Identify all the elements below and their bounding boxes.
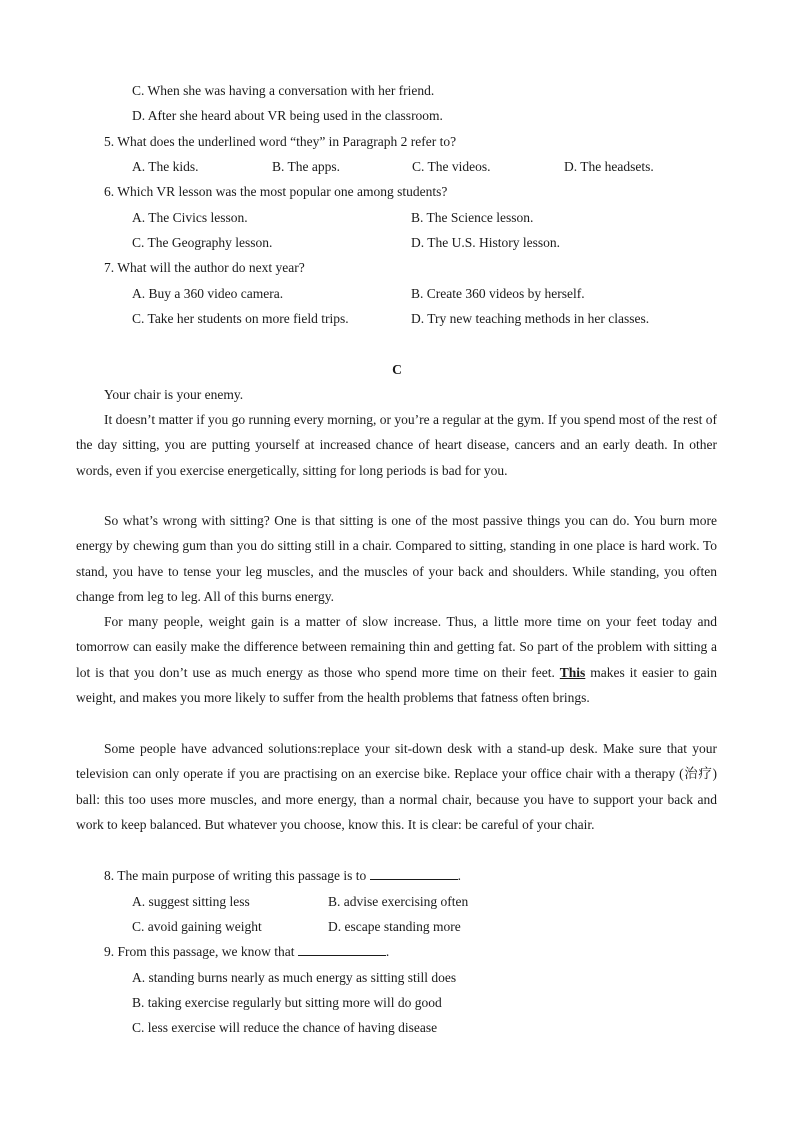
q9-option-c: C. less exercise will reduce the chance of having disease — [132, 1020, 438, 1035]
q8-option-a: A. suggest sitting less — [132, 894, 250, 909]
q8-option-b: B. advise exercising often — [328, 894, 469, 909]
passage-paragraph-2: So what’s wrong with sitting? One is that sitting is one of the most passive things you can do. You burn more energy by chewing gum than you do sitting still in a chair. Compared to sitting, standing in one place is hard work. To stand, you have to tense your leg muscles, and the muscles of your back and shoulders. While standing, you often change from leg to leg. All of this burns energy. — [76, 513, 717, 604]
paragraph-3-text-start: For many people, weight gain is a matter of slow increase. Thus, a little more time on your feet today and tomorrow can easily make the difference between remaining thin and getting fat. So part of the problem with sitting a lot is that you don’t use as much energy as those who spend more time on their feet. — [76, 614, 717, 680]
question-7-stem: 7. What will the author do next year? — [104, 260, 305, 275]
q5-option-b: B. The apps. — [272, 159, 340, 174]
q9-stem-end: . — [385, 944, 390, 959]
q6-option-d: D. The U.S. History lesson. — [411, 235, 561, 250]
question-5-stem: 5. What does the underlined word “they” in Paragraph 2 refer to? — [104, 134, 457, 149]
passage-paragraph-4: Some people have advanced solutions:replace your sit-down desk with a stand-up desk. Make sure that your television can only operate if you are practising on an exercise bike. Replace your office chair with a therapy (治疗) ball: this too uses more muscles, and more energy, than a normal chair, because you have to support your back and work to keep balanced. But whatever you choose, know this. It is clear: be careful of your chair. — [76, 741, 717, 832]
question-8-stem — [104, 867, 461, 885]
q9-stem-text: 9. From this passage, we know that — [104, 944, 295, 959]
underlined-word-this: This — [559, 664, 586, 680]
passage-paragraph-1: It doesn’t matter if you go running every morning, or you’re a regular at the gym. If you spend most of the rest of the day sitting, you are putting yourself at increased chance of heart disease, cancers and an early death. In other words, even if you exercise energetically, sitting for long periods is bad for you. — [76, 412, 717, 478]
passage-intro: Your chair is your enemy. — [104, 387, 244, 402]
paragraph-3-text-end: makes it easier to gain weight, and makes you more likely to suffer from the health problems that fatness often brings. — [76, 664, 717, 705]
q6-option-a: A. The Civics lesson. — [132, 210, 248, 225]
q9-option-a: A. standing burns nearly as much energy as sitting still does — [132, 970, 457, 985]
q7-option-c: C. Take her students on more field trips. — [132, 311, 349, 326]
q8-option-c: C. avoid gaining weight — [132, 919, 262, 934]
q7-option-a: A. Buy a 360 video camera. — [132, 286, 284, 301]
q5-option-c: C. The videos. — [412, 159, 491, 174]
q7-option-b: B. Create 360 videos by herself. — [411, 286, 585, 301]
option-d-prev: D. After she heard about VR being used in the classroom. — [132, 108, 443, 123]
q9-option-b: B. taking exercise regularly but sitting more will do good — [132, 995, 442, 1010]
q7-option-d: D. Try new teaching methods in her classes. — [411, 311, 650, 326]
q8-stem-end: . — [457, 868, 461, 883]
q8-answer-blank — [370, 867, 458, 880]
q8-option-d: D. escape standing more — [328, 919, 461, 934]
passage-paragraph-3 — [76, 609, 717, 710]
q6-option-c: C. The Geography lesson. — [132, 235, 273, 250]
q5-option-d: D. The headsets. — [564, 159, 654, 174]
option-c-prev: C. When she was having a conversation with her friend. — [132, 83, 435, 98]
question-6-stem: 6. Which VR lesson was the most popular one among students? — [104, 184, 448, 199]
section-title: C — [392, 362, 402, 377]
q5-option-a: A. The kids. — [132, 159, 199, 174]
q9-answer-blank — [298, 943, 386, 956]
q8-stem-text: 8. The main purpose of writing this passage is to — [104, 868, 367, 883]
question-9-stem — [104, 943, 389, 961]
q6-option-b: B. The Science lesson. — [411, 210, 534, 225]
